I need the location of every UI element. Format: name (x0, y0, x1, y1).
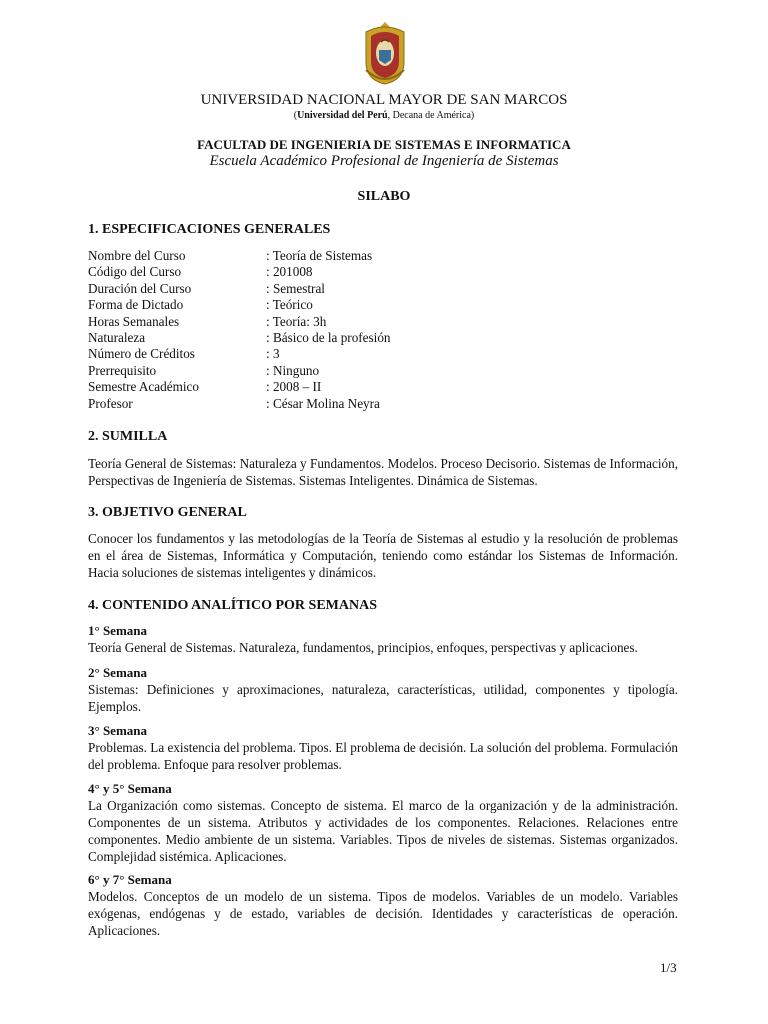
spec-row (88, 396, 391, 412)
spec-value: : Teoría de Sistemas (266, 248, 373, 263)
sumilla-paragraph: Teoría General de Sistemas: Naturaleza y Fundamentos. Modelos. Proceso Decisorio. Sistemas de Información, Perspectivas de Ingeniería de Sistemas. Sistemas Inteligentes. Dinámica de Sistemas. (88, 456, 678, 488)
spec-value: : Básico de la profesión (266, 330, 391, 346)
spec-value: : César Molina Neyra (266, 395, 380, 411)
spec-row (88, 281, 391, 297)
spec-label: Código del Curso (88, 264, 182, 280)
spec-label: Naturaleza (88, 330, 146, 346)
spec-row (88, 346, 391, 362)
spec-label: Semestre Académico (88, 379, 199, 395)
document-title: SILABO (357, 189, 411, 204)
section3-heading: 3. OBJETIVO GENERAL (88, 505, 247, 520)
spec-label: Horas Semanales (88, 313, 180, 329)
spec-value: : 3 (266, 346, 280, 362)
spec-row (88, 264, 391, 280)
week-title: 4° y 5° Semana (88, 781, 172, 796)
spec-label: Nombre del Curso (88, 248, 186, 263)
week-title: 3° Semana (88, 723, 148, 738)
week-text: Sistemas: Definiciones y aproximaciones, naturaleza, características, utilidad, componentes y tipología. Ejemplos. (88, 682, 678, 714)
university-name: UNIVERSIDAD NACIONAL MAYOR DE SAN MARCOS (200, 92, 568, 108)
section1-heading: 1. ESPECIFICACIONES GENERALES (88, 222, 331, 237)
spec-row (88, 314, 391, 330)
subtitle-rest: , Decana de América (387, 110, 471, 121)
spec-value: : Semestral (266, 280, 325, 296)
week-title: 2° Semana (88, 665, 148, 680)
subtitle-bold: Universidad del Perú (297, 110, 388, 121)
spec-row (88, 363, 391, 379)
week-text: Modelos. Conceptos de un modelo de un sistema. Tipos de modelos. Variables de un modelo. Variables exógenas, endógenas y de estado, variables de decisión. Identidades y características de operación. Aplicaciones. (88, 889, 678, 938)
university-seal-logo (362, 20, 408, 86)
spec-value: : 201008 (266, 264, 313, 280)
spec-label: Profesor (88, 395, 133, 411)
spec-value: : Ninguno (266, 362, 320, 378)
spec-row (88, 248, 391, 264)
spec-label: Número de Créditos (88, 346, 195, 362)
spec-row (88, 330, 391, 346)
school-name: Escuela Académico Profesional de Ingeniería de Sistemas (209, 153, 559, 169)
week-text: La Organización como sistemas. Concepto de sistema. El marco de la organización y de la administración. Componentes de un sistema. Atributos y actividades de los componentes. Relaciones. Relaciones entre componentes. Medio ambiente de un sistema. Variables. Tipos de niveles de sistemas. Sistemas organizados. Complejidad sistémica. Aplicaciones. (88, 798, 678, 864)
university-subtitle: (Universidad del Perú, Decana de América) (293, 110, 475, 121)
faculty-name: FACULTAD DE INGENIERIA DE SISTEMAS E INFORMATICA (197, 137, 571, 152)
spec-value: : Teoría: 3h (266, 313, 327, 329)
spec-label: Duración del Curso (88, 280, 192, 296)
spec-row (88, 297, 391, 313)
spec-label: Forma de Dictado (88, 297, 184, 313)
spec-value: : Teórico (266, 297, 313, 313)
week-title: 6° y 7° Semana (88, 872, 172, 887)
course-specifications (88, 248, 391, 412)
week-title: 1° Semana (88, 623, 148, 638)
page-number: 1/3 (660, 960, 677, 975)
week-text: Teoría General de Sistemas. Naturaleza, fundamentos, principios, enfoques, perspectivas y aplicaciones. (88, 640, 638, 655)
spec-row (88, 379, 391, 395)
section4-heading: 4. CONTENIDO ANALÍTICO POR SEMANAS (88, 598, 377, 613)
spec-label: Prerrequisito (88, 362, 157, 378)
objective-paragraph: Conocer los fundamentos y las metodologías de la Teoría de Sistemas al estudio y la resolución de problemas en el área de Sistemas, Informática y Computación, teniendo como estándar los Sistemas de Información. Hacia soluciones de sistemas inteligentes y dinámicos. (88, 531, 678, 580)
spec-value: : 2008 – II (266, 379, 322, 395)
week-text: Problemas. La existencia del problema. Tipos. El problema de decisión. La solución del problema. Formulación del problema. Enfoque para resolver problemas. (88, 740, 679, 772)
section2-heading: 2. SUMILLA (88, 429, 168, 444)
